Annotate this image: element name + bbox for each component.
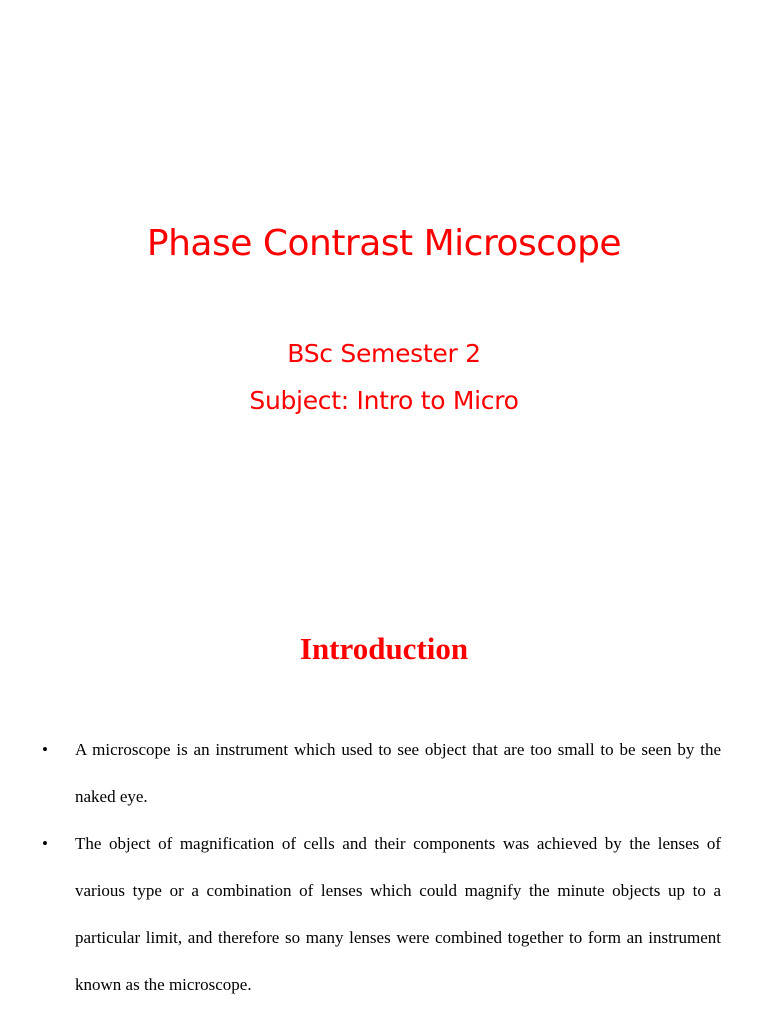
bullet-item: [0, 820, 768, 1008]
bullet-item: [0, 726, 768, 820]
course-semester: BSc Semester 2: [287, 339, 481, 368]
introduction-bullet-list: [0, 726, 768, 1008]
bullet-icon: •: [42, 740, 48, 759]
bullet-text: A microscope is an instrument which used to see object that are too small to be seen by the naked eye.: [75, 740, 721, 806]
slide-title: Phase Contrast Microscope: [146, 223, 622, 264]
introduction-heading: Introduction: [299, 631, 469, 666]
bullet-icon: •: [42, 834, 48, 853]
bullet-text: The object of magnification of cells and their components was achieved by the lenses of various type or a combination of lenses which could magnify the minute objects up to a particular limit, and therefore so many lenses were combined together to form an instrument known as the microscope.: [75, 834, 721, 994]
course-subject: Subject: Intro to Micro: [249, 386, 519, 415]
